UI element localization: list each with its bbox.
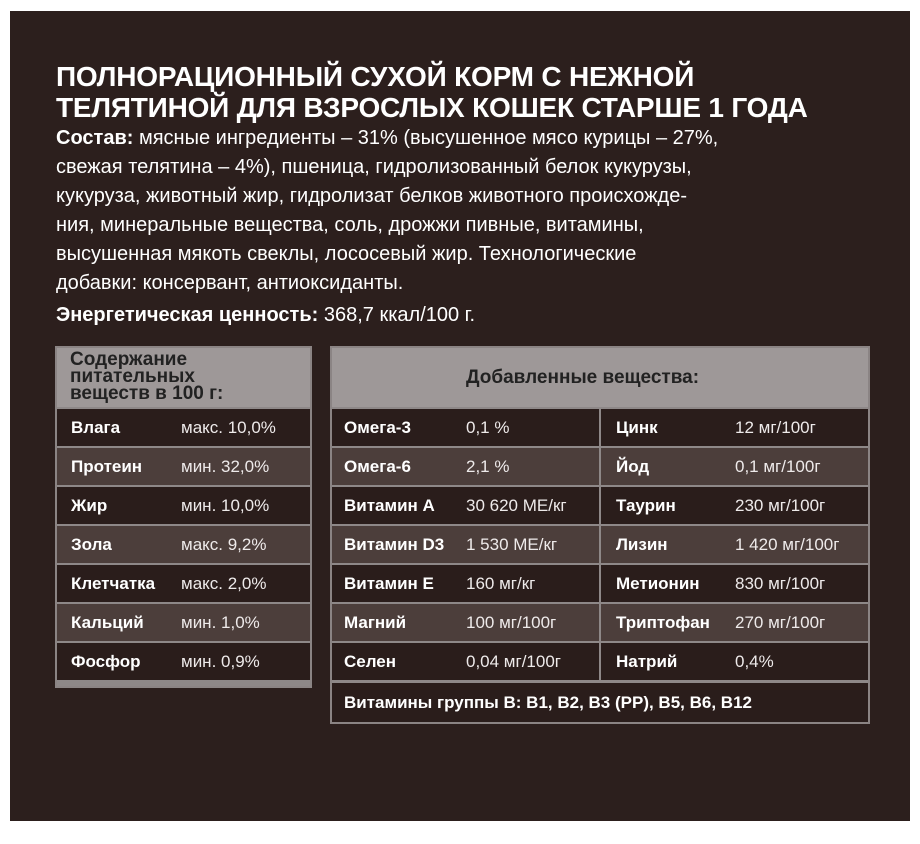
nutrient-row [57,448,310,485]
additive-name: Цинк [616,418,658,437]
energy-value [56,302,475,328]
additive-value: 270 мг/100г [735,613,826,632]
nutrient-row [57,643,310,680]
nutrient-row [57,409,310,446]
vitamin-b-row [332,683,868,722]
additive-name: Омега-6 [344,457,411,476]
additive-value: 30 620 МЕ/кг [466,496,567,515]
additive-name: Таурин [616,496,676,515]
additive-value: 160 мг/кг [466,574,536,593]
additive-name: Триптофан [616,613,710,632]
additive-name: Магний [344,613,407,632]
nutrient-name: Жир [71,496,108,515]
additive-name: Омега-3 [344,418,411,437]
additive-value: 100 мг/100г [466,613,557,632]
nutrient-name: Фосфор [71,652,141,671]
nutrient-name: Клетчатка [71,574,156,593]
additive-name: Лизин [616,535,668,554]
additive-value: 0,4% [735,652,774,671]
composition-label: Состав: [56,127,134,149]
nutrient-name: Кальций [71,613,144,632]
additive-value: 230 мг/100г [735,496,826,515]
nutrient-value: макс. 10,0% [181,418,276,437]
additives-table [330,346,870,724]
additive-name: Витамин Е [344,574,434,593]
nutrient-name: Зола [71,535,112,554]
nutrient-value: мин. 0,9% [181,652,260,671]
additive-value: 2,1 % [466,457,510,476]
nutrient-row [57,604,310,641]
nutrients-header [57,348,310,407]
composition-text [56,124,876,298]
additives-header-text: Добавленные вещества: [466,367,700,388]
additive-value: 12 мг/100г [735,418,816,437]
nutrient-name: Протеин [71,457,143,476]
additive-value: 830 мг/100г [735,574,826,593]
nutrient-value: макс. 2,0% [181,574,267,593]
additive-value: 0,04 мг/100г [466,652,561,671]
additive-value: 1 420 мг/100г [735,535,840,554]
nutrient-row [57,487,310,524]
additive-value: 0,1 % [466,418,510,437]
composition-body: мясные ингредиенты – 31% (высушенное мясо курицы – 27%, свежая телятина – 4%), пшеница, гидролизованный белок кукурузы, кукуруза, животный жир, гидролизат белков животного происхожде- ния, минеральные вещества, соль, дрожжи пивные, витамины, высушенная мякоть свеклы, лососевый жир. Технологические добавки: консервант, антиоксиданты. [56,127,719,294]
additives-header [332,348,868,407]
nutrient-name: Влага [71,418,121,437]
nutrients-header-text: Содержание питательных веществ в 100 г: [70,349,224,404]
additive-name: Натрий [616,652,678,671]
nutrient-value: макс. 9,2% [181,535,267,554]
vitamin-b-text: Витамины группы В: В1, В2, В3 (РР), В5, В6, В12 [344,693,752,712]
energy-amount: 368,7 ккал/100 г. [318,304,476,326]
label-panel [10,11,910,821]
nutrient-row [57,565,310,602]
additive-value: 0,1 мг/100г [735,457,821,476]
additive-name: Витамин А [344,496,435,515]
additive-name: Йод [616,457,650,476]
column-divider [599,407,601,681]
nutrients-table [55,346,312,688]
nutrient-value: мин. 32,0% [181,457,270,476]
nutrient-value: мин. 10,0% [181,496,270,515]
additive-value: 1 530 МЕ/кг [466,535,558,554]
additive-name: Витамин D3 [344,535,445,554]
additive-name: Селен [344,652,397,671]
nutrient-value: мин. 1,0% [181,613,260,632]
product-title: ПОЛНОРАЦИОННЫЙ СУХОЙ КОРМ С НЕЖНОЙ ТЕЛЯТИНОЙ ДЛЯ ВЗРОСЛЫХ КОШЕК СТАРШЕ 1 ГОДА [56,61,808,123]
nutrient-row [57,526,310,563]
energy-label: Энергетическая ценность: [56,304,319,326]
additive-name: Метионин [616,574,700,593]
